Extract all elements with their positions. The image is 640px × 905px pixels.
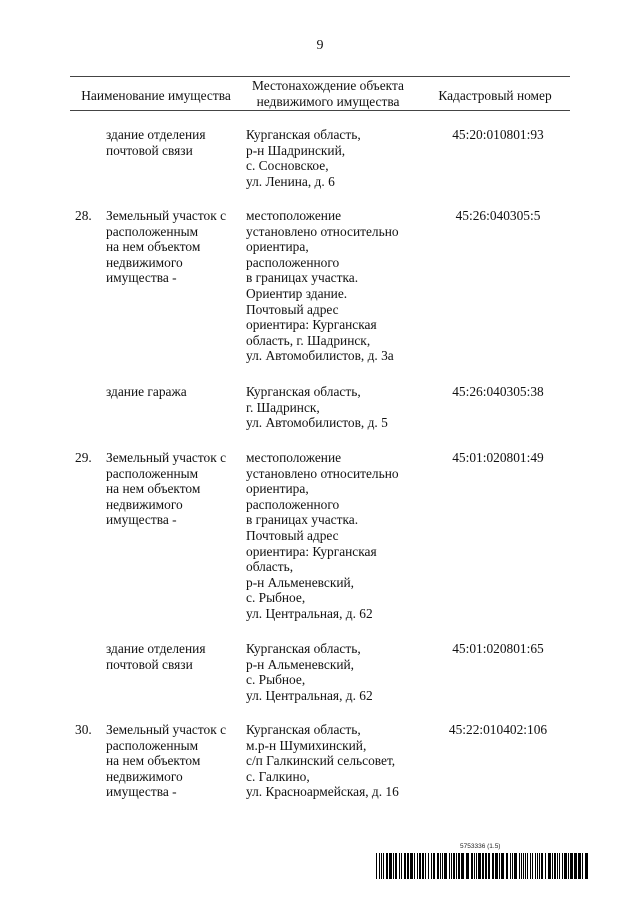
- barcode-bar: [381, 853, 382, 879]
- barcode-bar: [523, 853, 524, 879]
- barcode-bar: [506, 853, 508, 879]
- property-location-line: установлено относительно: [246, 465, 399, 481]
- barcode-bar: [461, 853, 464, 879]
- property-name-line: на нем объектом: [106, 481, 201, 497]
- barcode-bar: [548, 853, 551, 879]
- barcode-bar: [453, 853, 455, 879]
- barcode-bar: [399, 853, 400, 879]
- barcode-bar: [428, 853, 429, 879]
- property-location-line: с. Галкино,: [246, 768, 310, 784]
- property-name-line: здание отделения: [106, 641, 206, 656]
- property-location: [246, 641, 416, 703]
- cadastral-number: 45:22:010402:106: [448, 722, 548, 737]
- barcode-bar: [376, 853, 377, 879]
- barcode-bar: [559, 853, 560, 879]
- property-name-line: недвижимого: [106, 496, 183, 512]
- property-location-line: установлено относительно: [246, 223, 399, 239]
- property-name-line: Земельный участок с: [106, 722, 227, 737]
- property-location-line: ул. Центральная, д. 62: [246, 605, 373, 621]
- property-name-line: почтовой связи: [106, 656, 193, 672]
- property-location-line: с. Рыбное,: [246, 672, 306, 688]
- barcode-bar: [501, 853, 504, 879]
- property-name: [106, 208, 246, 286]
- property-location-line: область, г. Шадринск,: [246, 332, 371, 348]
- barcode-bar: [570, 853, 573, 879]
- barcode-bar: [433, 853, 435, 879]
- cadastral-number: 45:20:010801:93: [452, 127, 544, 142]
- property-location-line: р-н Шадринский,: [246, 142, 346, 158]
- barcode-bar: [422, 853, 424, 879]
- barcode-bar: [458, 853, 460, 879]
- barcode-bar: [393, 853, 394, 879]
- barcode-bar: [499, 853, 500, 879]
- header-location: [240, 78, 416, 109]
- barcode-bar: [527, 853, 528, 879]
- barcode-bar: [401, 853, 402, 879]
- property-location-line: ул. Центральная, д. 62: [246, 687, 373, 703]
- property-name-line: недвижимого: [106, 254, 183, 270]
- property-location-line: ориентира,: [246, 481, 309, 497]
- header-name: Наименование имущества: [81, 88, 231, 103]
- property-location-line: м.р-н Шумихинский,: [246, 737, 367, 753]
- property-location-line: в границах участка.: [246, 270, 359, 286]
- property-location-line: ул. Ленина, д. 6: [246, 173, 335, 189]
- barcode-bar: [568, 853, 569, 879]
- row-number: 28.: [75, 208, 92, 223]
- barcode-bar: [488, 853, 490, 879]
- property-name: [106, 127, 246, 158]
- barcode-bar: [404, 853, 406, 879]
- header-top-rule: [70, 76, 570, 77]
- barcode-bar: [386, 853, 388, 879]
- property-name-line: расположенным: [106, 737, 199, 753]
- property-name: [106, 641, 246, 672]
- property-location-line: Ориентир здание.: [246, 285, 348, 301]
- barcode-bar: [545, 853, 546, 879]
- property-location-line: ориентира,: [246, 239, 309, 255]
- property-name-line: расположенным: [106, 223, 199, 239]
- property-location-line: Курганская область,: [246, 384, 361, 399]
- property-location-line: Курганская область,: [246, 127, 361, 142]
- property-name-line: расположенным: [106, 465, 199, 481]
- property-location-line: в границах участка.: [246, 512, 359, 528]
- barcode-bar: [557, 853, 558, 879]
- barcode-bar: [535, 853, 536, 879]
- property-location-line: расположенного: [246, 254, 340, 270]
- cadastral-number: 45:26:040305:5: [455, 208, 541, 223]
- header-cadastral: Кадастровый номер: [438, 88, 552, 103]
- property-location-line: ул. Красноармейская, д. 16: [246, 784, 399, 800]
- property-location-line: ориентира: Курганская: [246, 543, 377, 559]
- property-location-line: ул. Автомобилистов, д. 5: [246, 415, 388, 431]
- property-location: [246, 450, 416, 622]
- header-location-line: недвижимого имущества: [256, 93, 400, 109]
- barcode-bar: [437, 853, 439, 879]
- property-name-line: недвижимого: [106, 768, 183, 784]
- property-location-line: ул. Автомобилистов, д. 3а: [246, 348, 394, 364]
- property-location: [246, 208, 416, 364]
- barcode-bar: [474, 853, 475, 879]
- barcode-bar: [414, 853, 415, 879]
- barcode-bar: [562, 853, 563, 879]
- property-location-line: местоположение: [246, 208, 342, 223]
- barcode-bar: [537, 853, 538, 879]
- property-location-line: Почтовый адрес: [246, 301, 339, 317]
- property-location-line: Курганская область,: [246, 722, 361, 737]
- barcode-bar: [471, 853, 473, 879]
- barcode-bar: [541, 853, 543, 879]
- cadastral-number: 45:01:020801:65: [452, 641, 544, 656]
- barcode-bar: [442, 853, 443, 879]
- barcode-bar: [466, 853, 469, 879]
- barcode-bar: [585, 853, 588, 879]
- property-name-line: Земельный участок с: [106, 450, 227, 465]
- barcode-bar: [532, 853, 533, 879]
- property-location: [246, 722, 416, 800]
- header-location-line: Местонахождение объекта: [252, 78, 404, 93]
- barcode-bar: [431, 853, 432, 879]
- property-location-line: р-н Альменевский,: [246, 574, 355, 590]
- property-name-line: имущества -: [106, 270, 177, 286]
- barcode-bar: [521, 853, 522, 879]
- barcode-bar: [495, 853, 498, 879]
- barcode-bar: [407, 853, 409, 879]
- property-location-line: с/п Галкинский сельсовет,: [246, 753, 396, 769]
- barcode-bar: [476, 853, 477, 879]
- barcode-bar: [417, 853, 418, 879]
- barcode-bar: [564, 853, 567, 879]
- barcode-bar: [451, 853, 452, 879]
- barcode-bar: [525, 853, 526, 879]
- property-name-line: имущества -: [106, 512, 177, 528]
- barcode-bar: [389, 853, 392, 879]
- barcode-bar: [449, 853, 450, 879]
- property-location-line: р-н Альменевский,: [246, 656, 355, 672]
- row-number: 29.: [75, 450, 92, 465]
- property-name-line: на нем объектом: [106, 239, 201, 255]
- barcode-bar: [395, 853, 397, 879]
- header-bottom-rule: [70, 110, 570, 111]
- property-name-line: здание гаража: [106, 384, 187, 399]
- property-location-line: местоположение: [246, 450, 342, 465]
- property-name-line: Земельный участок с: [106, 208, 227, 223]
- barcode-bar: [530, 853, 531, 879]
- barcode-bar: [554, 853, 556, 879]
- barcode-bar: [379, 853, 380, 879]
- barcode-bar: [514, 853, 517, 879]
- property-location-line: с. Сосновское,: [246, 158, 329, 174]
- property-location-line: г. Шадринск,: [246, 399, 320, 415]
- barcode-bar: [492, 853, 494, 879]
- property-name-line: почтовой связи: [106, 142, 193, 158]
- property-location: [246, 384, 416, 431]
- barcode-bar: [485, 853, 487, 879]
- barcode-bar: [383, 853, 384, 879]
- barcode-bar: [510, 853, 511, 879]
- barcode-bar: [574, 853, 577, 879]
- property-location-line: ориентира: Курганская: [246, 317, 377, 333]
- barcode-bar: [519, 853, 520, 879]
- property-location-line: с. Рыбное,: [246, 590, 306, 606]
- barcode-bar: [444, 853, 447, 879]
- property-name-line: имущества -: [106, 784, 177, 800]
- barcode-bar: [440, 853, 441, 879]
- cadastral-number: 45:01:020801:49: [452, 450, 544, 465]
- barcode-bar: [425, 853, 426, 879]
- row-number: 30.: [75, 722, 92, 737]
- barcode-image: [376, 853, 591, 879]
- barcode-bar: [456, 853, 457, 879]
- barcode-label: 5753336 (1.5): [460, 843, 501, 850]
- property-name-line: на нем объектом: [106, 753, 201, 769]
- property-location-line: область,: [246, 559, 294, 575]
- property-location-line: Почтовый адрес: [246, 527, 339, 543]
- property-name: [106, 722, 246, 800]
- barcode-bar: [578, 853, 581, 879]
- barcode-bar: [582, 853, 583, 879]
- cadastral-number: 45:26:040305:38: [452, 384, 544, 399]
- barcode-bar: [512, 853, 513, 879]
- property-location-line: расположенного: [246, 496, 340, 512]
- property-name: [106, 384, 246, 400]
- property-name-line: здание отделения: [106, 127, 206, 142]
- property-location-line: Курганская область,: [246, 641, 361, 656]
- barcode-bar: [419, 853, 421, 879]
- barcode-bar: [552, 853, 553, 879]
- page-number: 9: [316, 38, 324, 53]
- property-name: [106, 450, 246, 528]
- barcode-bar: [539, 853, 540, 879]
- property-location: [246, 127, 416, 189]
- barcode-bar: [478, 853, 481, 879]
- barcode-bar: [410, 853, 413, 879]
- barcode-bar: [482, 853, 484, 879]
